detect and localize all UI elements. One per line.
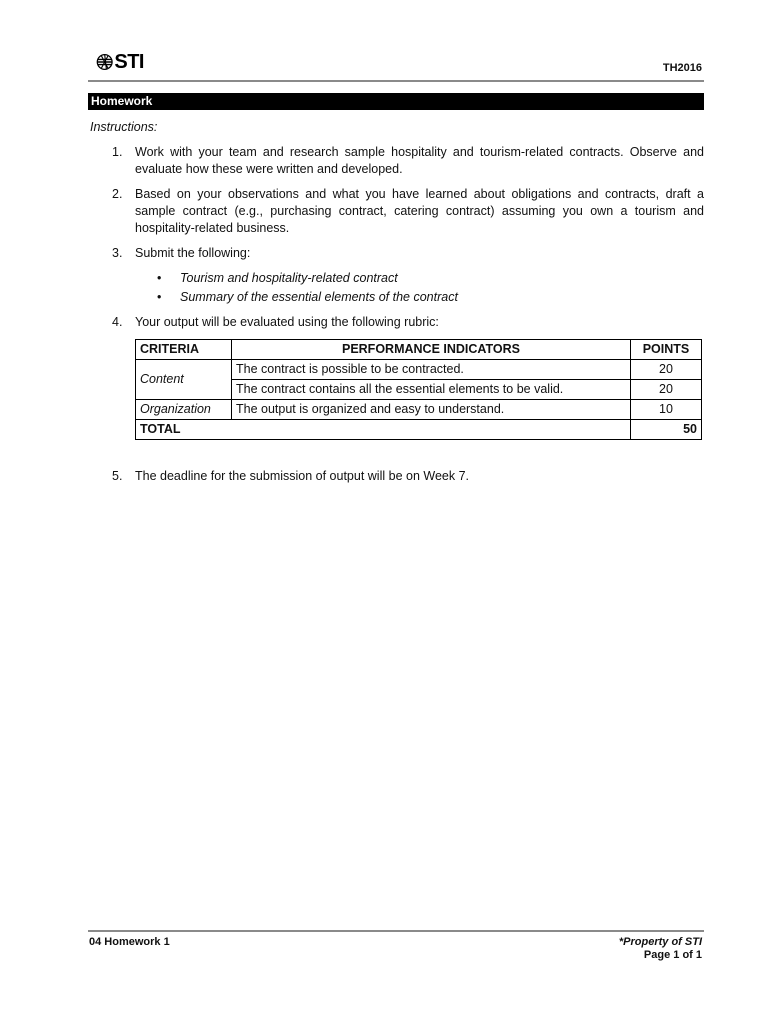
- indicator-cell: The contract is possible to be contracted.: [232, 360, 631, 380]
- step-item: [90, 468, 704, 485]
- table-row: [136, 400, 702, 420]
- page-number: Page 1 of 1: [643, 949, 702, 961]
- points-cell: 10: [631, 400, 702, 420]
- footer-module-label: 04 Homework 1: [89, 936, 170, 948]
- globe-icon: [96, 52, 113, 72]
- indicator-cell: The contract contains all the essential elements to be valid.: [232, 380, 631, 400]
- step-number: 5.: [112, 469, 123, 483]
- step-text: Submit the following:: [135, 246, 251, 260]
- step-text: Based on your observations and what you have learned about obligations and contracts, draft a sample contract (e.g., purchasing contract, catering contract) assuming you own a tourism and hospitality-related business.: [135, 187, 704, 235]
- criteria-cell: Organization: [136, 400, 232, 420]
- bullet-icon: •: [157, 290, 162, 304]
- total-points: 50: [631, 420, 702, 440]
- property-notice: *Property of STI: [618, 936, 702, 948]
- instruction-steps: [90, 144, 704, 331]
- header-divider: [88, 80, 704, 82]
- header-performance-indicators: PERFORMANCE INDICATORS: [232, 340, 631, 360]
- step-text: Your output will be evaluated using the following rubric:: [135, 315, 439, 329]
- table-header-row: [136, 340, 702, 360]
- logo-text: STI: [114, 50, 144, 73]
- list-item-text: Tourism and hospitality-related contract: [180, 271, 398, 285]
- document-code: TH2016: [662, 62, 702, 74]
- instructions-label: Instructions:: [90, 120, 158, 134]
- submission-list: [135, 270, 704, 306]
- instruction-steps-continued: [90, 468, 704, 485]
- sti-logo: [96, 49, 144, 75]
- indicator-cell: The output is organized and easy to understand.: [232, 400, 631, 420]
- points-cell: 20: [631, 380, 702, 400]
- total-label: TOTAL: [136, 420, 631, 440]
- step-item: [90, 186, 704, 237]
- list-item-text: Summary of the essential elements of the contract: [180, 290, 458, 304]
- step-number: 2.: [112, 187, 123, 201]
- header-criteria: CRITERIA: [136, 340, 232, 360]
- step-text: The deadline for the submission of output will be on Week 7.: [135, 469, 469, 483]
- homework-body: [90, 119, 704, 493]
- step-number: 1.: [112, 145, 123, 159]
- table-total-row: [136, 420, 702, 440]
- step-item: [90, 144, 704, 178]
- section-title: Homework: [88, 93, 704, 110]
- bullet-icon: •: [157, 271, 162, 285]
- points-cell: 20: [631, 360, 702, 380]
- step-item: [90, 245, 704, 306]
- step-item: [90, 314, 704, 331]
- list-item: [135, 270, 704, 287]
- rubric-table: [135, 339, 702, 440]
- step-number: 3.: [112, 246, 123, 260]
- table-row: [136, 360, 702, 380]
- header-points: POINTS: [631, 340, 702, 360]
- footer-divider: [88, 930, 704, 932]
- list-item: [135, 289, 704, 306]
- step-text: Work with your team and research sample hospitality and tourism-related contracts. Observe and evaluate how these were written and developed.: [135, 145, 704, 176]
- criteria-cell: Content: [136, 360, 232, 400]
- footer-page-info: [619, 936, 702, 962]
- step-number: 4.: [112, 315, 123, 329]
